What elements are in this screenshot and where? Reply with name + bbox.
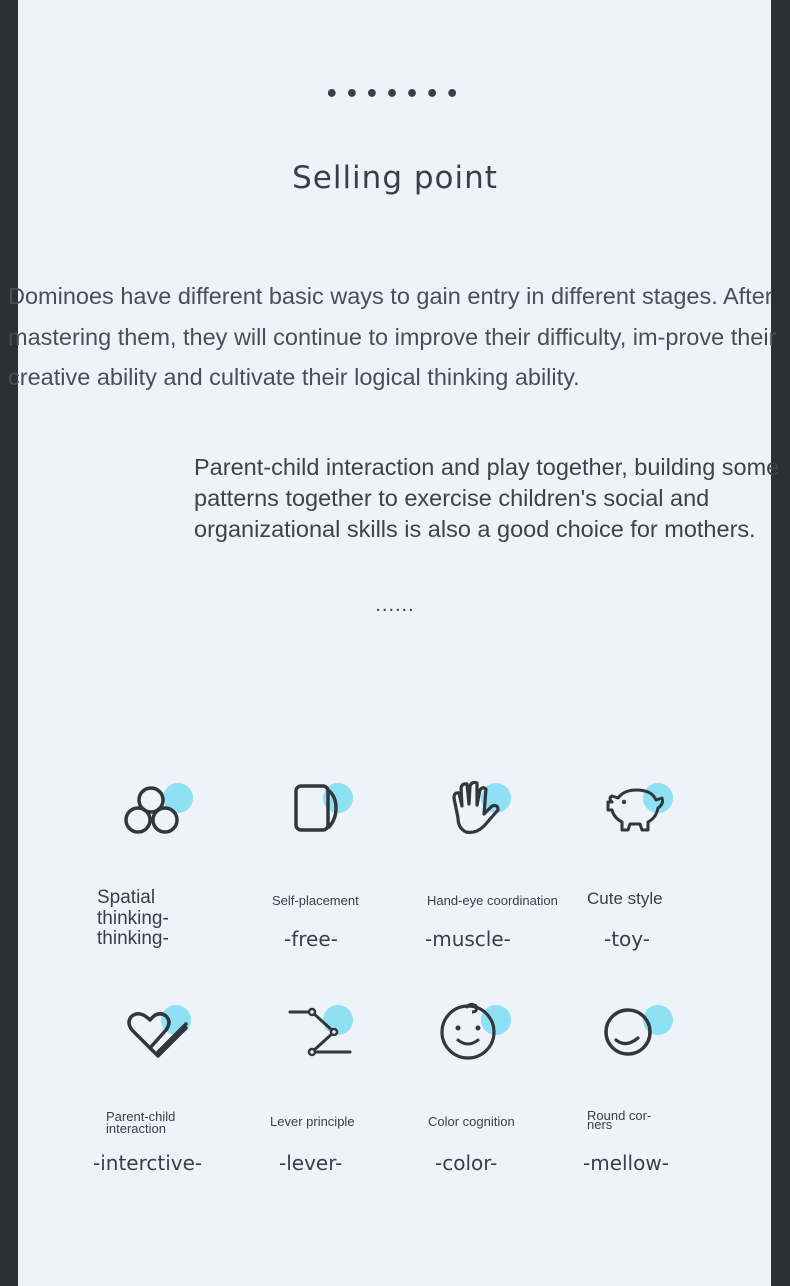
feature-hand-eye — [444, 778, 524, 848]
feature-round-corners — [602, 1000, 682, 1070]
parent-child-paragraph: Parent-child interaction and play together, building some patterns together to exercise children's social and organizational skills is also a good choice for mothers. — [194, 454, 780, 542]
feature-label-round-corners: Round cor-ners — [587, 1108, 652, 1132]
phone-rectangle-icon — [290, 778, 370, 848]
feature-cute-style — [604, 778, 684, 848]
feature-sub-free: -free- — [284, 927, 338, 951]
feature-label-spatial: Spatial thinking-thinking- — [97, 887, 169, 949]
hand-icon — [444, 778, 524, 848]
feature-label-color: Color cognition — [428, 1114, 515, 1129]
feature-sub-interctive: -interctive- — [93, 1151, 203, 1175]
piggy-icon — [604, 778, 684, 848]
feature-label-self-placement: Self-placement — [272, 893, 359, 908]
feature-label-cute-style: Cute style — [587, 889, 663, 908]
heart-check-icon — [124, 1000, 204, 1070]
feature-sub-mellow: -mellow- — [583, 1151, 669, 1175]
feature-sub-color: -color- — [435, 1151, 498, 1175]
feature-sub-muscle: -muscle- — [425, 927, 511, 951]
feature-color-cognition — [436, 1000, 516, 1070]
intro-paragraph: Dominoes have different basic ways to gain entry in different stages. After mastering them, they will continue to improve their difficulty, im-prove their creative ability and cultivate their logical thinking ability. — [8, 283, 777, 390]
feature-spatial — [120, 778, 200, 848]
page-title: Selling point — [292, 160, 498, 196]
decorative-dots: ••••••• — [324, 82, 466, 107]
feature-parent-child — [124, 1000, 204, 1070]
baby-face-icon — [436, 1000, 516, 1070]
feature-sub-lever: -lever- — [279, 1151, 343, 1175]
triple-circles-icon — [120, 778, 200, 848]
feature-label-parent-child: Parent-child interaction — [106, 1109, 176, 1136]
feature-label-lever: Lever principle — [270, 1114, 355, 1129]
feature-label-hand-eye: Hand-eye coordination — [427, 893, 558, 908]
feature-self-placement — [290, 778, 370, 848]
lever-icon — [286, 1000, 366, 1070]
feature-sub-toy: -toy- — [604, 927, 650, 951]
ellipsis: ...... — [375, 594, 415, 616]
feature-lever — [286, 1000, 366, 1070]
round-circle-icon — [602, 1000, 682, 1070]
